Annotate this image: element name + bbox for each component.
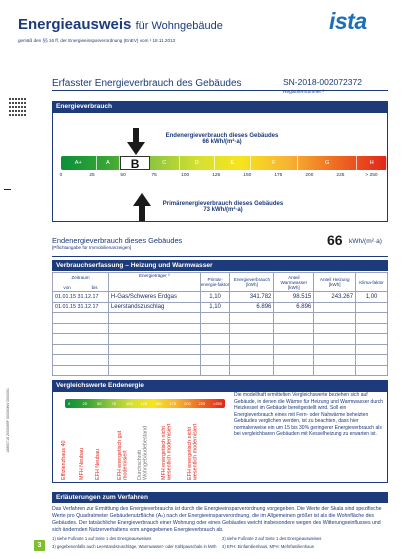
- table-header-row: [53, 273, 388, 292]
- footnote-2: 2) siehe Fußnote 2 auf Seite 1 des Energieausweises: [222, 536, 322, 541]
- cell-zeitraum: [53, 365, 109, 376]
- comparison-text: Die modellhaft ermittelten Vergleichswerte beziehen sich auf Gebäude, in denen die Wärme für Heizung und Warmwasser durch Heizkessel im Gebäude bereitgestellt wird. Soll ein Energieverbrauch eines mit Fern- oder Nahwärme beheizten Gebäudes verglichen werden, ist zu beachten, dass hier normalerweise ein um 15 bis 30% geringerer Energieverbrauch als bei vergleichbaren Gebäuden mit Kesselheizung zu erwarten ist.: [234, 392, 384, 437]
- scale-tick-label: 200: [305, 173, 314, 178]
- cell-klimafaktor: [356, 302, 388, 313]
- comparison-tick-label: 75: [111, 400, 116, 406]
- cell-verbrauch: [230, 344, 274, 355]
- table-row: [53, 292, 388, 303]
- table-row: [53, 323, 388, 334]
- cell-primaerfaktor: [200, 355, 230, 366]
- cell-energietraeger: H-Gas/Schweres Erdgas: [108, 292, 200, 303]
- comparison-label: Durchschnitt Wohngebäudebestand: [137, 425, 149, 480]
- cell-verbrauch: 341.782: [230, 292, 274, 303]
- primary-energy-label-line2: 73 kWh/(m²·a): [203, 207, 243, 213]
- comparison-label: EFH energetisch nicht wesentlich modernisiert: [187, 423, 199, 480]
- scale-tick-label: 25: [89, 173, 95, 178]
- cell-zeitraum: [53, 344, 109, 355]
- cell-energietraeger: [108, 344, 200, 355]
- document-title: [18, 16, 223, 33]
- cell-heizung: [314, 355, 356, 366]
- result-label: Endenergieverbrauch dieses Gebäudes: [52, 236, 183, 245]
- cell-klimafaktor: [356, 344, 388, 355]
- result-row: [52, 232, 388, 260]
- col-energietraeger: Energieträger ³: [108, 273, 200, 292]
- cell-klimafaktor: [356, 334, 388, 345]
- consumption-section-header: Verbrauchserfassung – Heizung und Warmwasser: [52, 260, 388, 271]
- col-zeitraum-label: Zeitraum: [71, 274, 90, 280]
- cell-heizung: [314, 365, 356, 376]
- registration-number: SN-2018-002072372: [283, 77, 362, 87]
- cell-zeitraum: [53, 334, 109, 345]
- comparison-tick-label: 100: [126, 400, 133, 406]
- cell-zeitraum: 01.01.15 31.12.17: [53, 292, 109, 303]
- cell-energietraeger: [108, 365, 200, 376]
- cell-verbrauch: [230, 313, 274, 324]
- comparison-label: Effizienzhaus 40: [61, 440, 67, 480]
- cell-primaerfaktor: [200, 323, 230, 334]
- cell-zeitraum: [53, 313, 109, 324]
- consumption-table: [52, 272, 388, 376]
- cell-primaerfaktor: 1,10: [200, 302, 230, 313]
- scale-tick-label: 100: [181, 173, 190, 178]
- comparison-tick-label: 0: [68, 400, 71, 406]
- registration-label: Registriernummer ²: [283, 90, 325, 95]
- result-divider: [52, 256, 388, 257]
- footnote-3: 3) gegebenenfalls auch Leerstandszuschläge, Warmwasser- oder Kühlpauschale in kWh: [52, 544, 217, 549]
- cell-verbrauch: 6.896: [230, 302, 274, 313]
- table-row: [53, 365, 388, 376]
- primary-energy-label: [148, 201, 298, 213]
- col-heizung: Anteil Heizung [kWh]: [314, 273, 356, 292]
- scale-tick-label: 75: [151, 173, 157, 178]
- energy-class-A: A: [97, 156, 121, 170]
- title-underline: [52, 90, 388, 91]
- table-row: [53, 344, 388, 355]
- cell-heizung: [314, 302, 356, 313]
- cell-heizung: [314, 334, 356, 345]
- cell-verbrauch: [230, 365, 274, 376]
- cell-klimafaktor: [356, 323, 388, 334]
- cell-klimafaktor: [356, 313, 388, 324]
- cell-zeitraum: [53, 323, 109, 334]
- cell-verbrauch: [230, 355, 274, 366]
- col-warmwasser: Anteil Warmwasser [kWh]: [274, 273, 314, 292]
- col-von-bis: [53, 285, 108, 290]
- col-zeitraum: [53, 273, 109, 292]
- cell-energietraeger: [108, 323, 200, 334]
- cell-primaerfaktor: [200, 344, 230, 355]
- cell-warmwasser: [274, 323, 314, 334]
- cell-energietraeger: [108, 334, 200, 345]
- cell-energietraeger: [108, 313, 200, 324]
- cell-warmwasser: [274, 344, 314, 355]
- end-energy-label-line2: 66 kWh/(m²·a): [202, 139, 242, 145]
- energy-class-E: E: [215, 156, 251, 170]
- cell-primaerfaktor: [200, 365, 230, 376]
- cell-primaerfaktor: [200, 313, 230, 324]
- cell-warmwasser: [274, 355, 314, 366]
- table-row: [53, 302, 388, 313]
- title-suffix: für Wohngebäude: [135, 20, 223, 32]
- cell-klimafaktor: 1,00: [356, 292, 388, 303]
- cell-warmwasser: [274, 365, 314, 376]
- end-energy-label-line1: Endenergieverbrauch dieses Gebäudes: [165, 133, 279, 139]
- energy-class-F: F: [251, 156, 298, 170]
- cell-warmwasser: [274, 313, 314, 324]
- primary-energy-label-line1: Primärenergieverbrauch dieses Gebäudes: [162, 201, 284, 207]
- scale-tick-label: > 250: [365, 173, 378, 178]
- table-row: [53, 334, 388, 345]
- section-title: Erfasster Energieverbrauch des Gebäudes: [52, 78, 242, 89]
- cell-warmwasser: [274, 334, 314, 345]
- scale-tick-label: 150: [243, 173, 252, 178]
- side-code: 18800718 2000069P 000040NV 0000061: [6, 388, 10, 453]
- table-body: [53, 292, 388, 376]
- table-row: [53, 313, 388, 324]
- comparison-tick-label: 50: [97, 400, 102, 406]
- cell-heizung: [314, 323, 356, 334]
- col-primaerfaktor: Primär-energie-faktor: [200, 273, 230, 292]
- scale-tick-label: 125: [212, 173, 221, 178]
- cell-primaerfaktor: 1,10: [200, 292, 230, 303]
- footnote-4: 4) EFH: Einfamilienhaus, MFH: Mehrfamilienhaus: [222, 544, 314, 549]
- comparison-tick-label: 125: [140, 400, 148, 406]
- scale-tick-label: 175: [274, 173, 283, 178]
- cell-warmwasser: 6.896: [274, 302, 314, 313]
- ista-logo: [329, 8, 367, 35]
- comparison-section-header: Vergleichswerte Endenergie: [52, 380, 388, 391]
- fold-mark: [4, 189, 11, 190]
- comparison-label: MFH Neubau: [79, 447, 85, 480]
- energy-scale-ticks: [52, 173, 388, 181]
- cell-verbrauch: [230, 334, 274, 345]
- cell-klimafaktor: [356, 355, 388, 366]
- energy-class-B: B: [120, 156, 150, 170]
- energy-class-D: D: [180, 156, 216, 170]
- energy-class-C: C: [150, 156, 180, 170]
- cell-heizung: [314, 344, 356, 355]
- procedure-text: Das Verfahren zur Ermittlung des Energieverbrauchs ist durch die Energieeinsparverordnung vorgegeben. Die Werte der Skala sind spezifische Werte pro Quadratmeter Gebäudenutzfläche (Aₙ) nach der Energieeinsparverordnung, die im Allgemeinen größer ist als die Wohnfläche des Gebäudes. Der tatsächliche Energieverbrauch einer Wohnung oder eines Gebäudes weicht insbesondere wegen des Witterungseinflusses und sich ändernden Nutzerverhaltens vom angegebenen Energieverbrauch ab.: [52, 506, 382, 534]
- comparison-tick-label: 200: [184, 400, 191, 406]
- title-main: Energieausweis: [18, 16, 132, 33]
- comparison-tick-label: >250: [213, 400, 223, 406]
- result-unit: kWh/(m²·a): [349, 238, 382, 245]
- cell-zeitraum: 01.01.15 31.12.17: [53, 302, 109, 313]
- cell-warmwasser: 98.515: [274, 292, 314, 303]
- scale-tick-label: 50: [120, 173, 126, 178]
- cell-heizung: [314, 313, 356, 324]
- col-bis-label: bis: [91, 284, 98, 290]
- cell-klimafaktor: [356, 365, 388, 376]
- cell-energietraeger: [108, 355, 200, 366]
- comparison-tick-label: 225: [198, 400, 206, 406]
- energy-class-G: G: [298, 156, 357, 170]
- procedure-section-header: Erläuterungen zum Verfahren: [52, 492, 388, 503]
- col-klimafaktor: Klima-faktor: [356, 273, 388, 292]
- comparison-tick-label: 175: [169, 400, 177, 406]
- scale-tick-label: 0: [59, 173, 63, 178]
- scale-tick-label: 225: [336, 173, 345, 178]
- comparison-tick-label: 150: [155, 400, 162, 406]
- energy-class-H: H: [357, 156, 387, 170]
- cell-verbrauch: [230, 323, 274, 334]
- end-energy-label: [142, 133, 302, 145]
- energy-scale-cells: [61, 156, 387, 170]
- result-value: 66: [327, 232, 343, 248]
- logo-text: ista: [329, 8, 367, 34]
- comparison-scale-ticks: [65, 399, 225, 408]
- energy-class-Aplus: A+: [61, 156, 97, 170]
- table-row: [53, 355, 388, 366]
- cell-heizung: 243.267: [314, 292, 356, 303]
- cell-zeitraum: [53, 355, 109, 366]
- comparison-label: EFH energetisch gut modernisiert: [117, 430, 129, 480]
- col-verbrauch: Energieverbrauch [kWh]: [230, 273, 274, 292]
- end-energy-arrow-icon: [126, 128, 146, 156]
- qr-code-overlay: [9, 98, 27, 116]
- footnote-1: 1) siehe Fußnote 1 auf Seite 1 des Energieausweises: [52, 536, 152, 541]
- comparison-tick-label: 25: [82, 400, 87, 406]
- cell-primaerfaktor: [200, 334, 230, 345]
- legal-reference: gemäß den §§ 16 ff. der Energieeinsparverordnung (EnEV) vom ¹ 18.11.2013: [18, 38, 176, 43]
- page-number: 3: [34, 540, 45, 551]
- result-sublabel: [Pflichtangabe für Immobilienanzeigen]: [52, 245, 132, 250]
- cell-energietraeger: Leerstandszuschlag: [108, 302, 200, 313]
- energy-section-header: Energieverbrauch: [52, 101, 388, 112]
- comparison-label: MFH energetisch nicht wesentlich modernisiert: [161, 423, 173, 480]
- comparison-label: EFH Neubau: [95, 448, 101, 480]
- col-von-label: von: [63, 284, 71, 290]
